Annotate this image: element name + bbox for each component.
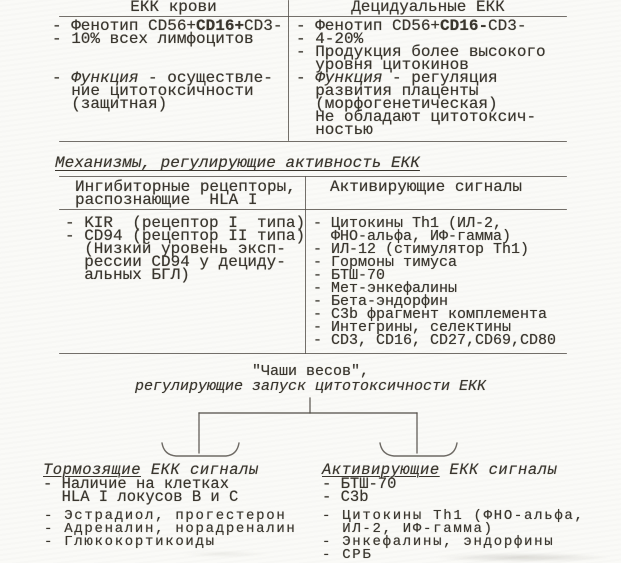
- text-line: Не обладают цитотоксич-: [296, 108, 537, 126]
- text-line: распознающие HLA I: [75, 191, 258, 209]
- diagram-title-line2: регулирующие запуск цитотоксичности ЕКК: [134, 378, 487, 395]
- table1-bottom-rule: [59, 141, 567, 142]
- text-line: Ингибиторные рецепторы,: [75, 178, 296, 196]
- text-line: - Продукция более высокого: [296, 43, 546, 61]
- text-line: HLA I локусов В и С: [43, 488, 239, 506]
- text-line: - Интегрины, селектины: [313, 319, 512, 336]
- text-line: - CD94 (рецептор II типа): [65, 227, 306, 245]
- text-line: - Фенотип CD56+CD16+CD3-: [52, 17, 283, 35]
- table2-header-inhibitory-receptors: [75, 178, 296, 209]
- text-line: - БТШ-70: [322, 475, 397, 493]
- text-line: - Фенотип CD56+CD16-CD3-: [296, 17, 527, 35]
- text-line: - 4-20%: [296, 30, 364, 48]
- table1-header-ekk-blood: [59, 1, 288, 14]
- text-line: - Цитокины Th1 (ФНО-альфа,: [322, 508, 585, 524]
- text-line: - ИЛ-12 (стимулятор Th1): [313, 241, 530, 258]
- text-line: ФНО-альфа, ИФ-гамма): [313, 228, 512, 245]
- text-line: Активирующие ЕКК сигналы: [322, 461, 558, 479]
- right-scale-pan-icon: [380, 443, 457, 456]
- text-line: - KIR (рецептор I типа): [65, 214, 306, 232]
- table2-header-activating-signals: [330, 178, 523, 196]
- table2-cell-inhibitory-receptors: [65, 214, 306, 284]
- scales-connector-lines: [0, 356, 621, 466]
- left-scale-pan-icon: [162, 443, 239, 456]
- text-line: уровня цитокинов: [296, 56, 469, 74]
- text-line: - Адреналин, норадреналин: [44, 521, 297, 537]
- text-line: - Мет-энкефалины: [313, 280, 458, 297]
- text-line: ностью: [296, 121, 373, 139]
- activating-signals-sublist: [322, 510, 585, 562]
- text-line: (защитная): [52, 95, 168, 113]
- activating-signals-block: [322, 461, 558, 506]
- table1-cell-decidual-ekk: [296, 17, 546, 139]
- text-line: - С3b: [322, 488, 369, 506]
- table1-column-divider: [288, 0, 289, 141]
- text-line: - CD3, CD16, CD27,CD69,CD80: [313, 332, 557, 349]
- column-header-label: Децидуальные ЕКК: [351, 0, 505, 16]
- text-line: развития плаценты: [296, 82, 479, 100]
- text-line: (Низкий уровень эксп-: [65, 240, 286, 258]
- text-line: ние цитотоксичности: [52, 82, 254, 100]
- text-line: - СРБ: [322, 547, 373, 563]
- text-line: Тормозящие ЕКК сигналы: [43, 461, 259, 479]
- text-line: - Энкефалины, эндорфины: [322, 534, 555, 550]
- table1-cell-ekk-blood: [52, 17, 283, 113]
- section-heading-text: Механизмы, регулирующие активность ЕКК: [55, 154, 420, 172]
- inhibiting-signals-block: [43, 461, 259, 506]
- text-line: - Глюкокортикоиды: [44, 534, 216, 550]
- text-line: - Эстрадиол, прогестерон: [44, 508, 287, 524]
- text-line: (морфогенетическая): [296, 95, 498, 113]
- text-line: альных БГЛ): [65, 266, 190, 284]
- text-line: - Функция - осуществле-: [52, 69, 273, 87]
- diagram-title-line1: "Чаши весов",: [251, 363, 370, 380]
- table1-header-decidual-ekk: [289, 1, 567, 14]
- column-header-label: ЕКК крови: [130, 0, 217, 16]
- scan-artifact: [180, 551, 270, 557]
- text-line: - Бета-эндорфин: [313, 293, 449, 310]
- column-header-label: Активирующие сигналы: [330, 178, 523, 196]
- table2-bottom-rule: [59, 353, 567, 354]
- text-line: - Гормоны тимуса: [313, 254, 458, 271]
- text-line: рессии CD94 у дециду-: [65, 253, 286, 271]
- section-heading: [55, 154, 420, 172]
- table2-cell-activating-signals: [313, 217, 556, 347]
- text-line: - Наличие на клетках: [43, 475, 230, 493]
- text-line: - 10% всех лимфоцитов: [52, 30, 254, 48]
- table2-column-divider: [305, 176, 306, 354]
- text-line: - Функция - регуляция: [296, 69, 498, 87]
- text-line: ИЛ-2, ИФ-гамма): [322, 521, 494, 537]
- text-line: - Цитокины Th1 (ИЛ-2,: [313, 215, 503, 232]
- inhibiting-signals-sublist: [44, 510, 297, 549]
- text-line: - C3b фрагмент комплемента: [313, 306, 548, 323]
- table2-header-rule: [59, 209, 567, 210]
- text-line: - БТШ-70: [313, 267, 386, 284]
